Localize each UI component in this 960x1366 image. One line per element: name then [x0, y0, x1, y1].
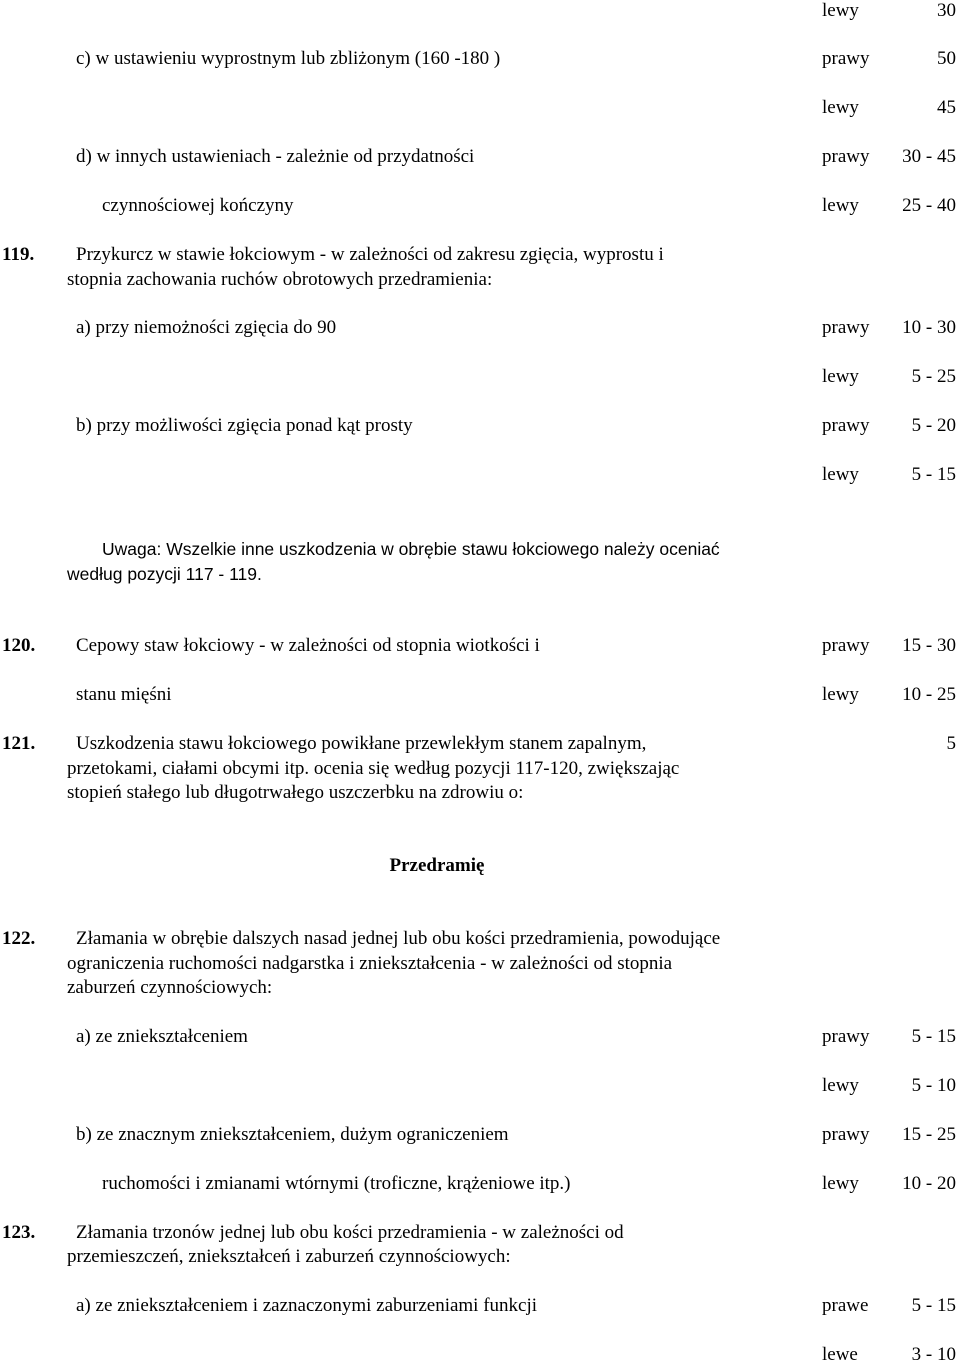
side-label: prawe — [822, 1295, 869, 1316]
note-text: Uwaga: Wszelkie inne uszkodzenia w obrębie stawu łokciowego należy oceniać — [102, 539, 720, 559]
side-label: prawy — [822, 415, 870, 436]
side-label: lewy — [822, 97, 859, 118]
item-title: stopień stałego lub długotrwałego uszczerbku na zdrowiu o: — [67, 782, 524, 803]
side-label: prawy — [822, 1124, 870, 1145]
section-title: Przedramię — [389, 855, 485, 876]
percent-value: 5 - 15 — [911, 1026, 956, 1047]
item-title: stopnia zachowania ruchów obrotowych przedramienia: — [67, 269, 493, 290]
row-text: d) w innych ustawieniach - zależnie od przydatności — [76, 146, 475, 167]
row-text: c) w ustawieniu wyprostnym lub zbliżonym (160 -180 ) — [76, 48, 501, 69]
item-title: Złamania trzonów jednej lub obu kości przedramienia - w zależności od — [76, 1222, 624, 1243]
percent-value: 30 - 45 — [902, 146, 956, 167]
item-title: Cepowy staw łokciowy - w zależności od stopnia wiotkości i — [76, 635, 540, 656]
note-text: według pozycji 117 - 119. — [67, 564, 262, 584]
percent-value: 30 — [937, 0, 956, 21]
side-label: prawy — [822, 48, 870, 69]
side-label: lewy — [822, 684, 859, 705]
side-label: prawy — [822, 317, 870, 338]
percent-value: 5 - 15 — [911, 1295, 956, 1316]
percent-value: 15 - 30 — [902, 635, 956, 656]
side-label: lewy — [822, 1075, 859, 1096]
item-number: 119. — [2, 244, 35, 265]
side-label: lewy — [822, 366, 859, 387]
row-text: a) ze zniekształceniem i zaznaczonymi zaburzeniami funkcji — [76, 1295, 538, 1316]
row-text: a) ze zniekształceniem — [76, 1026, 248, 1047]
item-title: Uszkodzenia stawu łokciowego powikłane przewlekłym stanem zapalnym, — [76, 733, 647, 754]
item-title: Przykurcz w stawie łokciowym - w zależności od zakresu zgięcia, wyprostu i — [76, 244, 664, 265]
item-number: 123. — [2, 1222, 36, 1243]
side-label: lewe — [822, 1344, 858, 1365]
percent-value: 50 — [937, 48, 956, 69]
side-label: prawy — [822, 146, 870, 167]
row-text: a) przy niemożności zgięcia do 90 — [76, 317, 337, 338]
row-text: b) ze znacznym zniekształceniem, dużym ograniczeniem — [76, 1124, 509, 1145]
percent-value: 5 - 20 — [911, 415, 956, 436]
item-number: 120. — [2, 635, 36, 656]
item-title: ograniczenia ruchomości nadgarstka i zniekształcenia - w zależności od stopnia — [67, 953, 673, 974]
percent-value: 5 — [946, 733, 956, 754]
side-label: prawy — [822, 1026, 870, 1047]
row-text: czynnościowej kończyny — [102, 195, 294, 216]
percent-value: 25 - 40 — [902, 195, 956, 216]
side-label: lewy — [822, 0, 859, 21]
item-title: przemieszczeń, zniekształceń i zaburzeń czynnościowych: — [67, 1246, 511, 1267]
item-title: Złamania w obrębie dalszych nasad jednej lub obu kości przedramienia, powodujące — [76, 928, 721, 949]
row-text: ruchomości i zmianami wtórnymi (troficzne, krążeniowe itp.) — [102, 1173, 571, 1194]
item-number: 122. — [2, 928, 36, 949]
percent-value: 10 - 25 — [902, 684, 956, 705]
percent-value: 10 - 20 — [902, 1173, 956, 1194]
item-number: 121. — [2, 733, 36, 754]
item-title: zaburzeń czynnościowych: — [67, 977, 273, 998]
percent-value: 3 - 10 — [911, 1344, 956, 1365]
side-label: lewy — [822, 464, 859, 485]
item-title: przetokami, ciałami obcymi itp. ocenia się według pozycji 117-120, zwiększając — [67, 758, 680, 779]
side-label: prawy — [822, 635, 870, 656]
percent-value: 15 - 25 — [902, 1124, 956, 1145]
percent-value: 10 - 30 — [902, 317, 956, 338]
percent-value: 5 - 15 — [911, 464, 956, 485]
side-label: lewy — [822, 1173, 859, 1194]
row-text: stanu mięśni — [76, 684, 172, 705]
percent-value: 45 — [937, 97, 956, 118]
percent-value: 5 - 25 — [911, 366, 956, 387]
percent-value: 5 - 10 — [911, 1075, 956, 1096]
side-label: lewy — [822, 195, 859, 216]
row-text: b) przy możliwości zgięcia ponad kąt prosty — [76, 415, 413, 436]
